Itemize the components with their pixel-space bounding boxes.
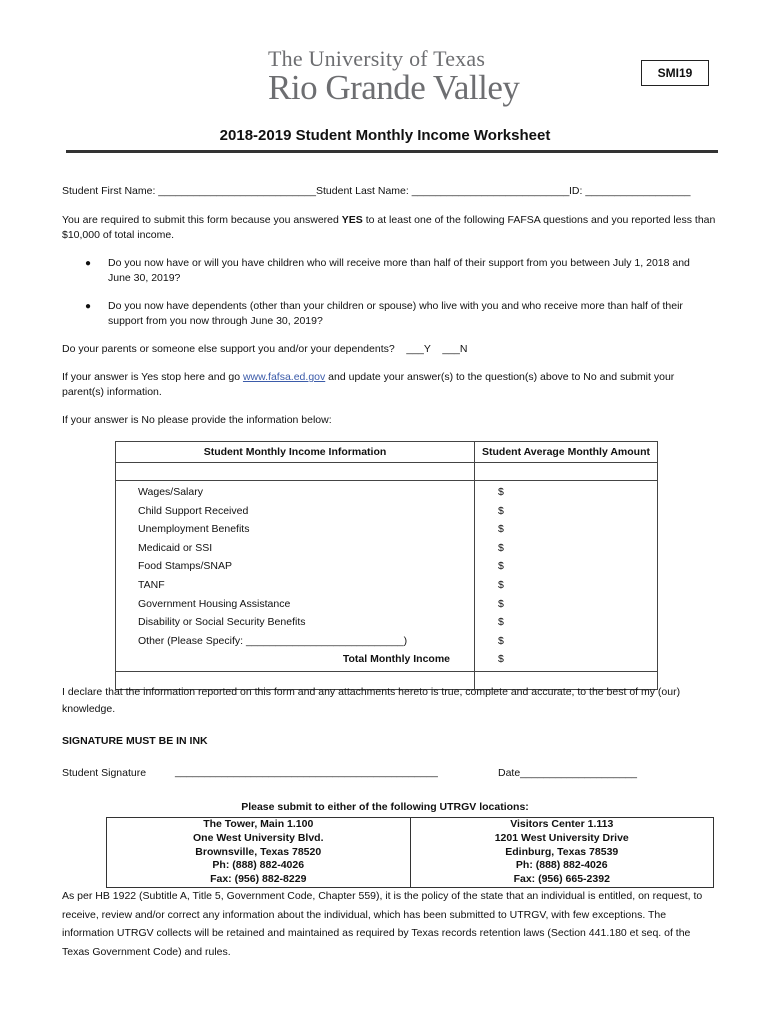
amount-field-disability[interactable]: $ xyxy=(498,616,504,629)
no-instruction: If your answer is No please provide the information below: xyxy=(62,414,332,426)
yes-instruction-start: If your answer is Yes stop here and go xyxy=(62,371,243,383)
bullet-dot: ● xyxy=(85,258,92,269)
income-item: Food Stamps/SNAP xyxy=(138,560,232,573)
income-item: Disability or Social Security Benefits xyxy=(138,616,306,629)
privacy-line: information UTRGV collects will be retained and maintained as required by Texas records retention laws (Section 441.180 et seq. of the xyxy=(62,927,691,939)
student-last-name-field[interactable]: Student Last Name: ___________________________ xyxy=(316,185,570,197)
yes-instruction-end: and update your answer(s) to the question(s) above to No and submit your xyxy=(325,371,675,383)
location-line: Brownsville, Texas 78520 xyxy=(195,845,322,858)
income-item: Child Support Received xyxy=(138,504,249,517)
income-item: Wages/Salary xyxy=(138,486,203,498)
location-line: 1201 West University Drive xyxy=(494,831,629,844)
amount-field-wages[interactable]: $ xyxy=(498,486,504,498)
intro-yes-word: YES xyxy=(341,214,363,226)
location-edinburg xyxy=(411,818,714,887)
intro-text-end: to at least one of the following FAFSA questions and you reported less than xyxy=(362,214,716,226)
bullet-item xyxy=(108,256,718,286)
amount-cells xyxy=(475,481,658,672)
intro-paragraph xyxy=(62,213,722,243)
fafsa-link[interactable]: www.fafsa.ed.gov xyxy=(242,371,326,383)
amount-field-total[interactable]: $ xyxy=(498,653,504,666)
income-item: Unemployment Benefits xyxy=(138,523,250,536)
income-item-other[interactable]: Other (Please Specify: ___________________________) xyxy=(138,634,408,647)
yes-instruction xyxy=(62,370,722,400)
amount-field-unemployment[interactable]: $ xyxy=(498,523,504,536)
location-line: Visitors Center 1.113 xyxy=(510,818,614,830)
income-item: TANF xyxy=(138,578,165,591)
total-monthly-income-label: Total Monthly Income xyxy=(342,653,450,666)
column-header-income-info: Student Monthly Income Information xyxy=(116,442,475,463)
declaration-line2: knowledge. xyxy=(62,703,116,715)
location-line: Edinburg, Texas 78539 xyxy=(505,845,619,858)
income-table xyxy=(115,441,658,690)
student-signature-label: Student Signature xyxy=(62,767,147,779)
bullet-1-line1: Do you now have or will you have children who will receive more than half of their support from you between July 1, 2018 and xyxy=(108,257,690,269)
signature-line[interactable]: _____________________________________________ xyxy=(175,766,438,778)
privacy-notice xyxy=(62,887,712,961)
signature-heading: SIGNATURE MUST BE IN INK xyxy=(62,735,208,747)
parents-support-question[interactable]: Do your parents or someone else support you and/or your dependents? ___Y ___N xyxy=(62,343,468,355)
page-title: 2018-2019 Student Monthly Income Worksheet xyxy=(219,127,551,144)
intro-text-start: You are required to submit this form because you answered xyxy=(62,214,342,226)
bullet-2-line2: support from you now through June 30, 2019? xyxy=(108,315,323,327)
amount-field-medicaid[interactable]: $ xyxy=(498,541,504,554)
form-code-box: SMI19 xyxy=(641,60,709,86)
bullet-2-line1: Do you now have dependents (other than your children or spouse) who live with you and who receive more than half of their xyxy=(108,300,683,312)
privacy-line: As per HB 1922 (Subtitle A, Title 5, Government Code, Chapter 559), it is the policy of the state that an individual is entitled, on request, to xyxy=(62,890,703,902)
declaration-text xyxy=(62,684,712,718)
income-item: Medicaid or SSI xyxy=(138,541,213,554)
amount-field-food-stamps[interactable]: $ xyxy=(498,560,504,573)
university-logo-line1: The University of Texas xyxy=(268,46,486,71)
intro-text-line2: $10,000 of total income. xyxy=(62,229,175,241)
column-header-monthly-amount: Student Average Monthly Amount xyxy=(475,442,658,463)
date-field[interactable]: Date____________________ xyxy=(498,767,637,779)
bullet-1-line2: June 30, 2019? xyxy=(108,272,181,284)
location-line: Ph: (888) 882-4026 xyxy=(212,859,305,872)
location-line: Ph: (888) 882-4026 xyxy=(515,859,608,872)
student-id-field[interactable]: ID: __________________ xyxy=(569,185,691,197)
amount-field-child-support[interactable]: $ xyxy=(498,504,504,517)
declaration-line1: I declare that the information reported on this form and any attachments hereto is true, complete and accurate, to the best of my (our) xyxy=(62,686,681,698)
student-first-name-field[interactable]: Student First Name: ___________________________ xyxy=(62,185,316,197)
bullet-dot: ● xyxy=(85,301,92,312)
table-items-row xyxy=(116,481,658,672)
table-spacer-row xyxy=(116,463,658,481)
university-logo-line2: Rio Grande Valley xyxy=(268,68,520,107)
title-divider xyxy=(66,150,718,153)
income-items-cell xyxy=(116,481,475,672)
yes-instruction-line2: parent(s) information. xyxy=(62,386,162,398)
locations-heading: Please submit to either of the following UTRGV locations: xyxy=(241,801,529,813)
amount-field-tanf[interactable]: $ xyxy=(498,578,504,591)
location-line: Fax: (956) 665-2392 xyxy=(513,873,610,886)
location-brownsville xyxy=(107,818,411,887)
bullet-item xyxy=(108,299,718,329)
privacy-line: receive, review and/or correct any information about the individual, which has been submitted to UTRGV, with few exceptions. The xyxy=(62,908,667,921)
privacy-line: Texas Government Code) and rules. xyxy=(62,945,231,958)
amount-field-other[interactable]: $ xyxy=(498,634,504,647)
location-line: One West University Blvd. xyxy=(192,831,324,844)
income-item: Government Housing Assistance xyxy=(138,597,291,610)
locations-box xyxy=(106,817,714,888)
location-line: The Tower, Main 1.100 xyxy=(203,818,314,830)
location-line: Fax: (956) 882-8229 xyxy=(210,873,307,886)
amount-field-housing[interactable]: $ xyxy=(498,597,504,610)
table-header-row xyxy=(116,442,658,463)
